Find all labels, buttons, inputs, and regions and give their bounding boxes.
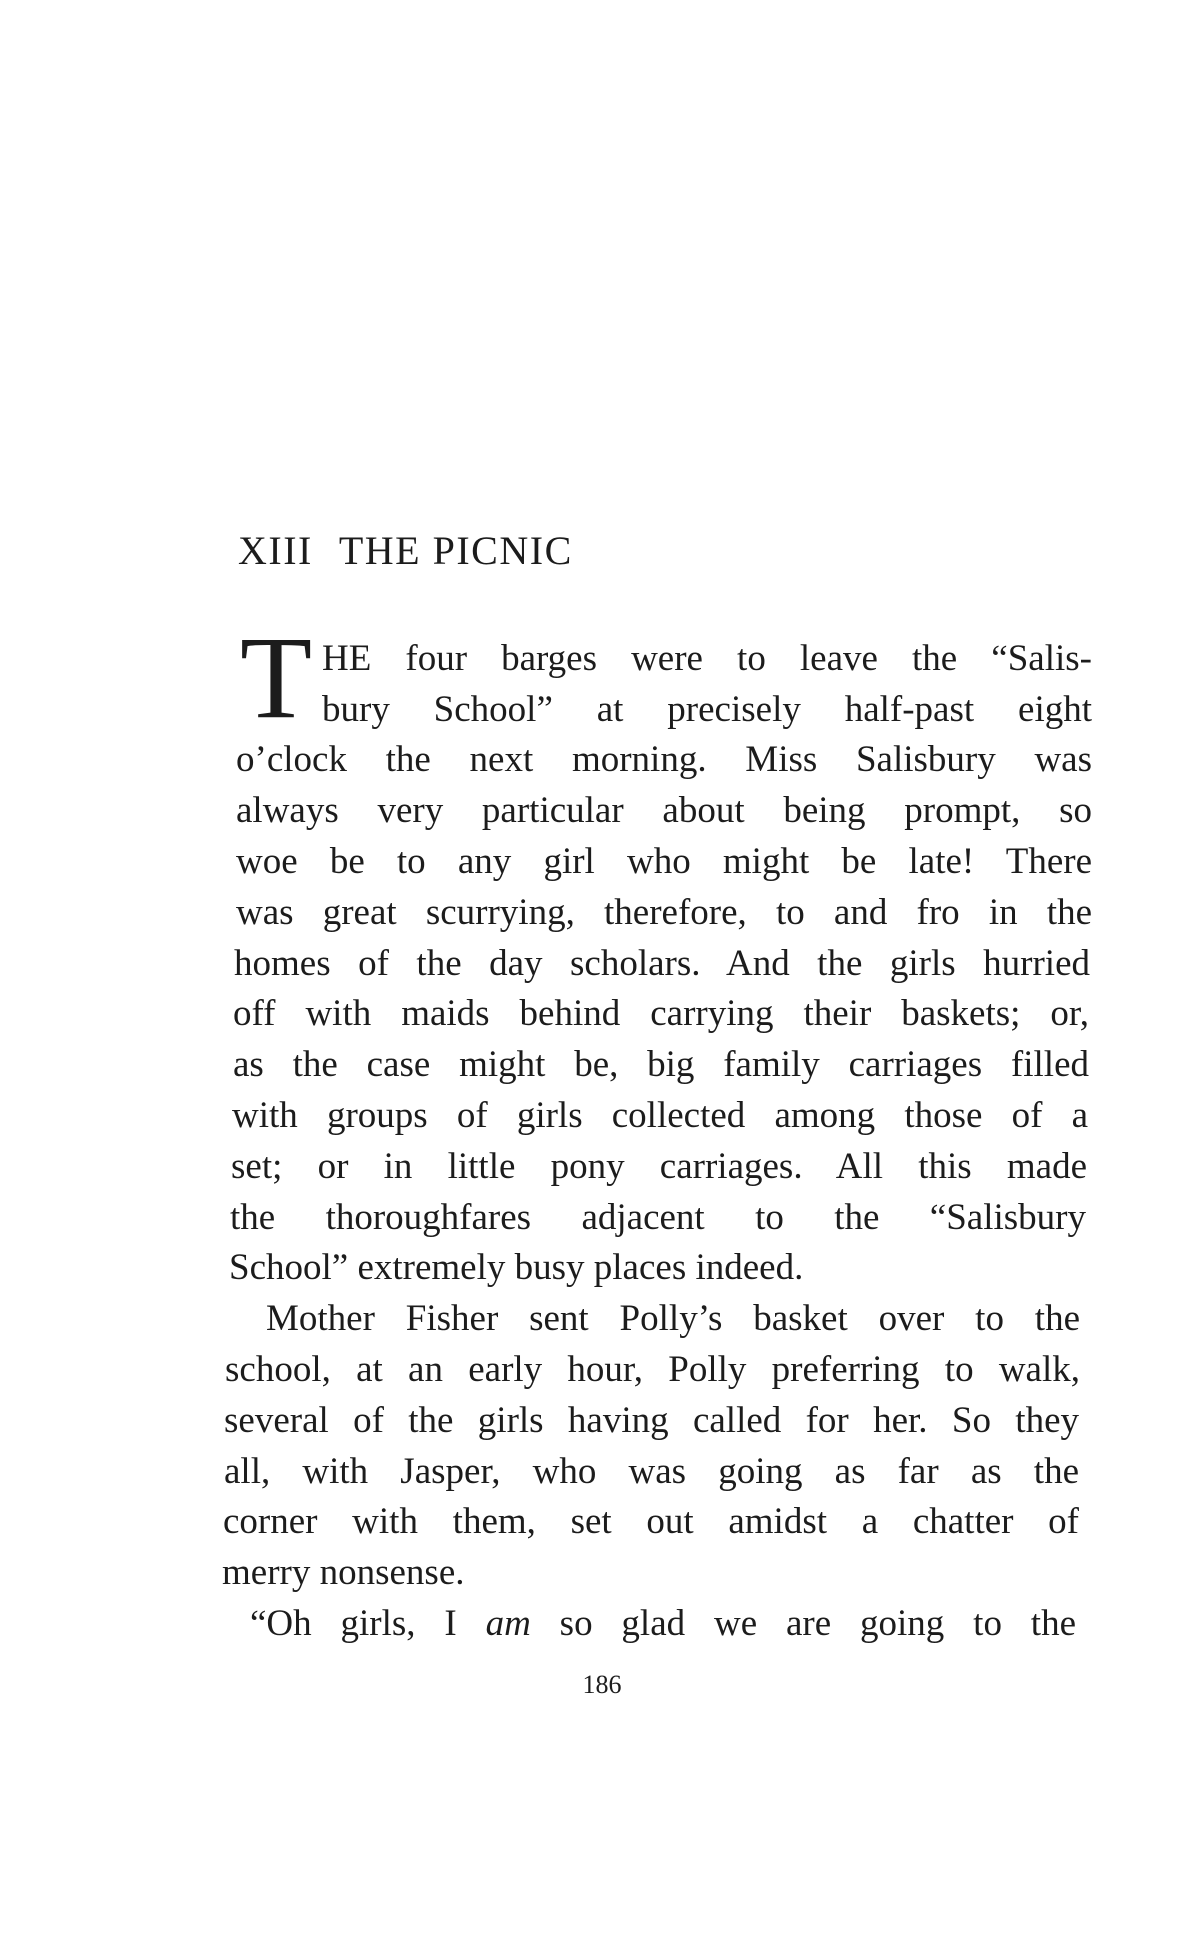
text-line: HE four barges were to leave the “Salis- [322, 638, 1092, 679]
text-line: set; or in little pony carriages. All this made [231, 1146, 1087, 1187]
text-line: always very particular about being prompt, so [236, 790, 1092, 831]
emphasized-word: am [485, 1603, 531, 1644]
text-line: with groups of girls collected among those of a [232, 1095, 1088, 1136]
page-number: 186 [582, 1670, 622, 1699]
drop-cap: T [240, 612, 313, 743]
text-line: off with maids behind carrying their baskets; or, [233, 993, 1089, 1034]
text-line: merry nonsense. [222, 1552, 465, 1593]
text-line: several of the girls having called for her. So they [224, 1400, 1079, 1441]
text-line: the thoroughfares adjacent to the “Salisbury [230, 1197, 1086, 1238]
text-line: o’clock the next morning. Miss Salisbury was [236, 739, 1092, 780]
text-line: Mother Fisher sent Polly’s basket over to the [266, 1298, 1080, 1339]
text-line: woe be to any girl who might be late! There [236, 841, 1092, 882]
text-line-last [250, 1602, 1076, 1646]
last-line-end: so glad we are going to the [530, 1603, 1076, 1644]
chapter-title: THE PICNIC [338, 528, 573, 573]
text-line: homes of the day scholars. And the girls hurried [234, 943, 1090, 984]
text-line: as the case might be, big family carriages filled [233, 1044, 1089, 1085]
chapter-number: XIII [238, 528, 313, 573]
text-line: School” extremely busy places indeed. [229, 1247, 804, 1288]
text-line: corner with them, set out amidst a chatter of [223, 1501, 1079, 1542]
text-line: was great scurrying, therefore, to and fro in the [236, 892, 1092, 933]
text-line: all, with Jasper, who was going as far as the [224, 1451, 1079, 1492]
chapter-heading [238, 527, 573, 574]
last-line-start: “Oh girls, I [250, 1603, 486, 1644]
text-line: school, at an early hour, Polly preferring to walk, [225, 1349, 1080, 1390]
text-line: bury School” at precisely half-past eight [322, 689, 1092, 730]
